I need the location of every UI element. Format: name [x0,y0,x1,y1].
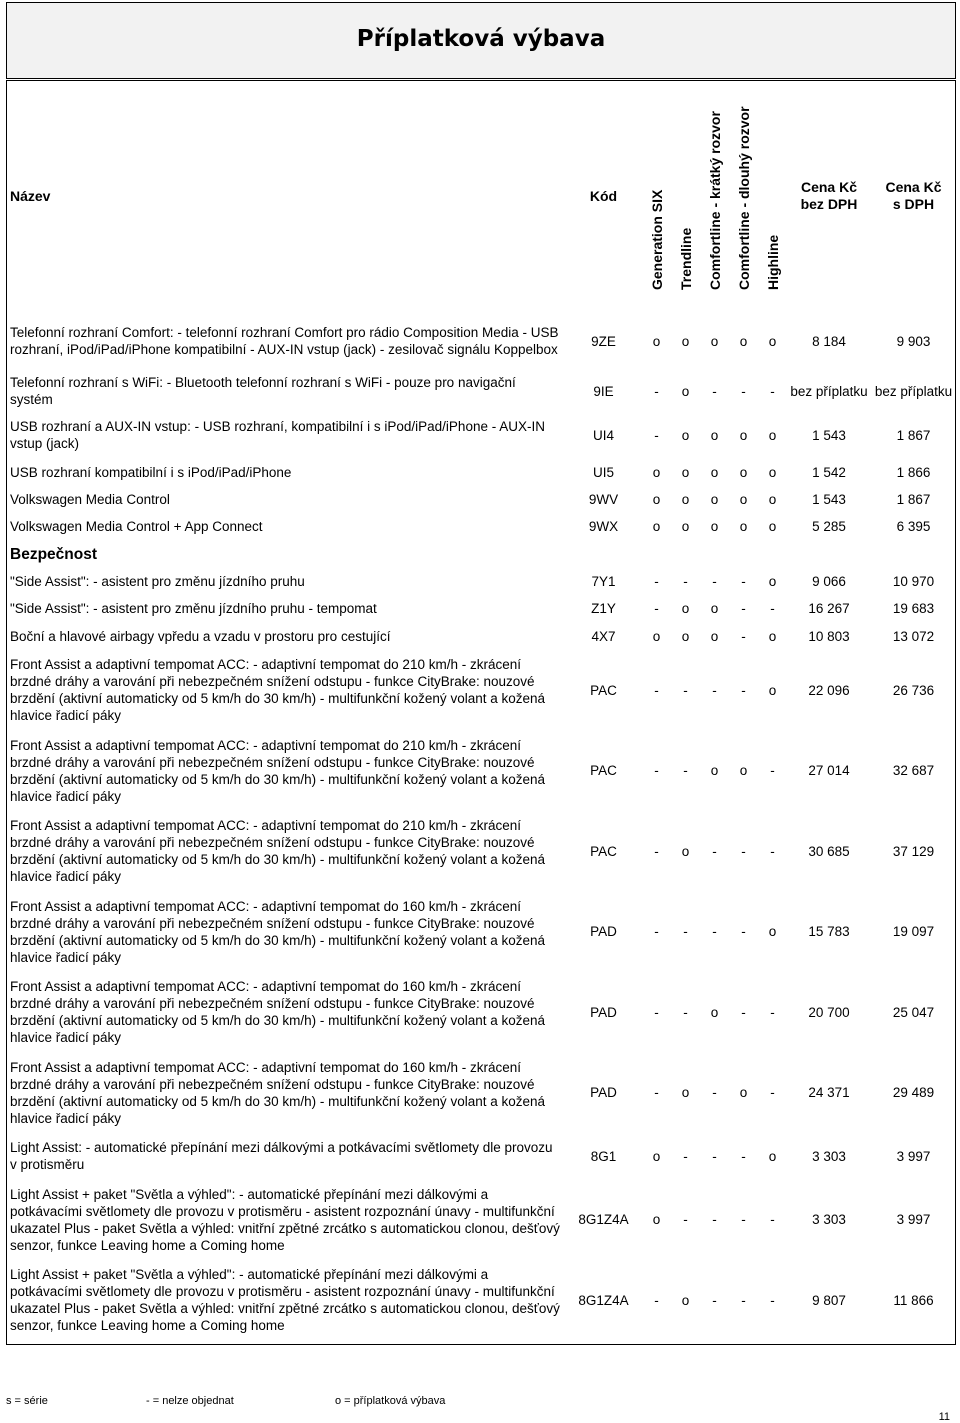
trim-label: Trendline [677,227,694,290]
header-row [6,80,956,312]
table-row [6,412,956,458]
option-name: Front Assist a adaptivní tempomat ACC: - adaptivní tempomat do 210 km/h - zkrácení brzdné dráhy a varování při nebezpečném snížení odstupu - funkce CityBrake: nouzové brzdění (aktivní automaticky od 5 km/h do 30 km/h) - multifunkční kožený volant a kožená hlavice řadicí páky [10,818,546,884]
trim-mark: - [712,1212,717,1227]
price-inc-vat: 3 997 [896,1148,931,1164]
option-code: 9IE [593,383,614,399]
table-row [6,811,956,891]
price-inc-vat: bez příplatku [874,383,953,399]
option-name: "Side Assist": - asistent pro změnu jízdního pruhu - tempomat [10,601,377,616]
trim-mark: - [712,924,717,939]
price-ex-vat: 20 700 [808,1004,850,1020]
trim-mark: o [768,924,777,939]
table-row [6,312,956,370]
trim-mark: - [712,383,717,399]
trim-label: Generation SIX [648,189,665,290]
trim-mark: - [654,574,659,589]
trim-mark: o [652,333,661,349]
trim-label: Highline [764,234,781,290]
trim-mark: o [652,464,661,480]
price-ex-vat: 24 371 [808,1085,850,1100]
trim-mark: o [681,843,690,859]
trim-mark: - [741,843,746,859]
trim-mark: - [741,1292,746,1308]
legend-not-orderable: - = nelze objednat [146,1395,234,1407]
option-code: 4X7 [591,628,616,644]
trim-mark: o [652,1148,661,1164]
trim-mark: o [768,574,777,589]
trim-mark: - [770,1292,775,1308]
trim-mark: - [741,628,746,644]
price-header-line: bez DPH [800,196,858,212]
price-inc-vat: 1 867 [896,492,931,507]
legend-serie: s = série [6,1395,48,1407]
option-code: 9WX [588,519,619,534]
column-header-code: Kód [589,188,618,204]
trim-mark: o [739,492,748,507]
option-name: Volkswagen Media Control + App Connect [10,519,263,534]
price-ex-vat: 27 014 [808,763,850,778]
option-code: PAD [590,1004,617,1020]
trim-mark: o [710,763,719,778]
option-name: Telefonní rozhraní s WiFi: - Bluetooth telefonní rozhraní s WiFi - pouze pro navigační systém [10,375,516,407]
trim-mark: o [768,1148,777,1164]
trim-mark: - [741,1212,746,1227]
price-inc-vat: 13 072 [892,628,935,644]
option-code: 8G1Z4A [578,1292,629,1308]
table-row [6,730,956,811]
price-ex-vat: 8 184 [812,333,846,349]
section-title: Bezpečnost [10,545,97,563]
option-code: PAD [590,924,617,939]
option-name: Front Assist a adaptivní tempomat ACC: - adaptivní tempomat do 210 km/h - zkrácení brzdné dráhy a varování při nebezpečném snížení odstupu - funkce CityBrake: nouzové brzdění (aktivní automaticky od 5 km/h do 30 km/h) - multifunkční kožený volant a kožená hlavice řadicí páky [10,737,546,804]
trim-mark: o [652,519,661,534]
column-header-name: Název [10,188,51,204]
table-row [6,622,956,650]
price-ex-vat: bez příplatku [790,383,868,399]
option-code: PAC [590,763,617,778]
column-header-trim [700,80,729,312]
trim-mark: o [681,519,690,534]
price-header-line: Cena Kč [885,179,942,195]
trim-mark: - [712,1148,717,1164]
option-code: UI5 [592,464,614,480]
rows-connectivity [6,312,956,540]
price-ex-vat: 1 543 [812,427,846,443]
column-header-price-inc-vat [871,80,956,312]
price-ex-vat: 9 066 [812,574,846,589]
trim-mark: - [770,601,775,616]
trim-mark: o [768,427,777,443]
option-name: USB rozhraní a AUX-IN vstup: - USB rozhraní, kompatibilní i s iPod/iPad/iPhone - AUX-IN vstup (jack) [10,419,545,451]
price-inc-vat: 3 997 [896,1212,931,1227]
options-table [6,80,956,1340]
option-code: UI4 [592,427,614,443]
trim-mark: - [654,763,659,778]
page-number: 11 [938,1411,950,1423]
table-row [6,458,956,486]
option-name: Telefonní rozhraní Comfort: - telefonní rozhraní Comfort pro rádio Composition Media - USB rozhraní, iPod/iPad/iPhone kompatibilní - AUX-IN vstup (jack) - zesilovač signálu Koppelbox [10,325,559,357]
column-header-price-ex-vat [787,80,871,312]
price-ex-vat: 9 807 [812,1292,846,1308]
trim-mark: - [683,1004,688,1020]
trim-mark: - [712,574,717,589]
price-inc-vat: 37 129 [892,843,935,859]
table-row [6,1133,956,1179]
option-code: PAC [590,843,617,859]
option-code: Z1Y [591,601,616,616]
trim-mark: o [710,464,719,480]
trim-mark: o [768,519,777,534]
table-row [6,972,956,1052]
trim-mark: - [683,574,688,589]
legend-optional: o = příplatková výbava [335,1395,446,1407]
price-ex-vat: 3 303 [812,1148,846,1164]
trim-mark: - [770,1212,775,1227]
option-name: Light Assist + paket "Světla a výhled": - automatické přepínání mezi dálkovými a potkávacími světlomety dle provozu v protisměru - asistent rozpoznání únavy - multifunkční ukazatel Plus - paket Světla a výhled: vnitřní zpětné zrcátko s automatickou clonou, dešťový senzor, funkce Leaving home a Coming home [10,1267,560,1333]
price-header-line: s DPH [892,196,935,212]
table-row [6,1052,956,1133]
trim-mark: o [710,628,719,644]
page-title: Příplatková výbava [356,25,606,52]
trim-mark: o [739,763,748,778]
price-inc-vat: 19 097 [892,924,935,939]
trim-mark: o [652,492,661,507]
trim-mark: o [681,601,690,616]
column-header-trim [729,80,758,312]
price-inc-vat: 1 866 [896,464,931,480]
trim-mark: - [712,682,717,698]
price-header-line: Cena Kč [800,179,858,195]
trim-mark: o [768,492,777,507]
price-inc-vat: 19 683 [892,601,935,616]
trim-mark: - [770,843,775,859]
price-inc-vat: 26 736 [892,682,935,698]
price-ex-vat: 3 303 [812,1212,846,1227]
trim-mark: - [741,574,746,589]
price-inc-vat: 1 867 [896,427,931,443]
trim-mark: o [681,628,690,644]
option-name: Front Assist a adaptivní tempomat ACC: - adaptivní tempomat do 160 km/h - zkrácení brzdné dráhy a varování při nebezpečném snížení odstupu - funkce CityBrake: nouzové brzdění (aktivní automaticky od 5 km/h do 30 km/h) - multifunkční kožený volant a kožená hlavice řadicí páky [10,898,546,965]
trim-mark: - [654,383,659,399]
price-ex-vat: 1 542 [812,464,846,480]
trim-mark: o [681,383,690,399]
trim-mark: o [739,427,748,443]
price-inc-vat: 25 047 [892,1004,935,1020]
title-banner [6,2,956,79]
table-row [6,1260,956,1340]
option-code: 8G1 [590,1148,617,1164]
trim-mark: - [654,1004,659,1020]
trim-mark: - [654,427,659,443]
price-inc-vat: 11 866 [893,1292,934,1308]
trim-mark: o [681,492,690,507]
trim-mark: - [654,601,659,616]
trim-mark: o [710,1004,719,1020]
option-name: Front Assist a adaptivní tempomat ACC: - adaptivní tempomat do 160 km/h - zkrácení brzdné dráhy a varování při nebezpečném snížení odstupu - funkce CityBrake: nouzové brzdění (aktivní automaticky od 5 km/h do 30 km/h) - multifunkční kožený volant a kožená hlavice řadicí páky [10,979,546,1045]
trim-mark: - [741,601,746,616]
trim-mark: o [768,333,777,349]
option-code: 7Y1 [591,574,616,589]
trim-mark: - [712,843,717,859]
option-name: Light Assist + paket "Světla a výhled": - automatické přepínání mezi dálkovými a potkávacími světlomety dle provozu v protisměru - asistent rozpoznání únavy - multifunkční ukazatel Plus - paket Světla a výhled: vnitřní zpětné zrcátko s automatickou clonou, dešťový senzor, funkce Leaving home a Coming home [10,1186,560,1253]
option-name: Light Assist: - automatické přepínání mezi dálkovými a potkávacími světlomety dle provozu v protisměru [10,1140,553,1172]
option-code: PAD [590,1085,617,1100]
trim-mark: - [654,924,659,939]
price-inc-vat: 32 687 [892,763,935,778]
trim-mark: o [710,519,719,534]
table-row [6,513,956,540]
trim-mark: - [712,1085,717,1100]
trim-mark: - [654,1085,659,1100]
trim-label: Comfortline - dlouhý rozvor [735,106,752,290]
trim-mark: o [739,519,748,534]
trim-mark: o [681,427,690,443]
table-row [6,486,956,513]
trim-mark: - [683,682,688,698]
price-ex-vat: 10 803 [808,628,850,644]
trim-mark: o [768,628,777,644]
trim-mark: - [741,383,746,399]
trim-mark: o [681,1292,690,1308]
trim-mark: o [768,682,777,698]
column-header-trim [642,80,671,312]
option-code: 9WV [588,492,619,507]
column-header-trim [758,80,787,312]
trim-mark: o [710,427,719,443]
trim-mark: o [652,1212,661,1227]
option-code: PAC [590,682,617,698]
price-ex-vat: 30 685 [808,843,850,859]
trim-mark: - [741,1148,746,1164]
table-row [6,650,956,730]
trim-mark: - [770,1085,775,1100]
trim-mark: o [652,628,661,644]
trim-mark: - [712,1292,717,1308]
trim-mark: - [683,763,688,778]
trim-mark: o [710,601,719,616]
trim-mark: - [654,682,659,698]
trim-mark: - [741,1004,746,1020]
rows-safety [6,568,956,1340]
trim-mark: - [770,763,775,778]
trim-mark: - [770,1004,775,1020]
trim-mark: o [681,333,690,349]
trim-mark: - [683,1212,688,1227]
option-name: Front Assist a adaptivní tempomat ACC: - adaptivní tempomat do 160 km/h - zkrácení brzdné dráhy a varování při nebezpečném snížení odstupu - funkce CityBrake: nouzové brzdění (aktivní automaticky od 5 km/h do 30 km/h) - multifunkční kožený volant a kožená hlavice řadicí páky [10,1059,546,1126]
trim-mark: o [739,464,748,480]
option-name: USB rozhraní kompatibilní i s iPod/iPad/iPhone [10,464,292,480]
trim-mark: o [739,1085,748,1100]
price-inc-vat: 29 489 [892,1085,935,1100]
option-name: Front Assist a adaptivní tempomat ACC: - adaptivní tempomat do 210 km/h - zkrácení brzdné dráhy a varování při nebezpečném snížení odstupu - funkce CityBrake: nouzové brzdění (aktivní automaticky od 5 km/h do 30 km/h) - multifunkční kožený volant a kožená hlavice řadicí páky [10,657,546,723]
table-row [6,595,956,622]
price-ex-vat: 5 285 [812,519,846,534]
option-code: 9ZE [591,333,616,349]
trim-label: Comfortline - krátký rozvor [706,111,723,290]
trim-mark: o [739,333,748,349]
trim-mark: o [681,464,690,480]
trim-mark: o [681,1085,690,1100]
table-row [6,1179,956,1260]
option-name: Volkswagen Media Control [10,492,170,507]
option-name: "Side Assist": - asistent pro změnu jízdního pruhu [10,574,305,589]
table-row [6,370,956,412]
table-row [6,891,956,972]
price-inc-vat: 6 395 [896,519,931,534]
option-code: 8G1Z4A [578,1212,629,1227]
trim-mark: - [683,1148,688,1164]
trim-mark: - [741,924,746,939]
table-row [6,568,956,595]
section-safety [6,540,956,568]
trim-mark: - [654,1292,659,1308]
price-ex-vat: 16 267 [808,601,850,616]
trim-mark: - [741,682,746,698]
price-inc-vat: 9 903 [896,333,931,349]
trim-mark: - [770,383,775,399]
price-inc-vat: 10 970 [892,574,935,589]
trim-mark: o [768,464,777,480]
trim-mark: o [710,333,719,349]
price-ex-vat: 1 543 [812,492,846,507]
trim-mark: o [710,492,719,507]
trim-mark: - [683,924,688,939]
price-ex-vat: 22 096 [808,682,850,698]
trim-mark: - [654,843,659,859]
column-header-trim [671,80,700,312]
option-name: Boční a hlavové airbagy vpředu a vzadu v prostoru pro cestující [10,628,391,644]
price-ex-vat: 15 783 [808,924,850,939]
